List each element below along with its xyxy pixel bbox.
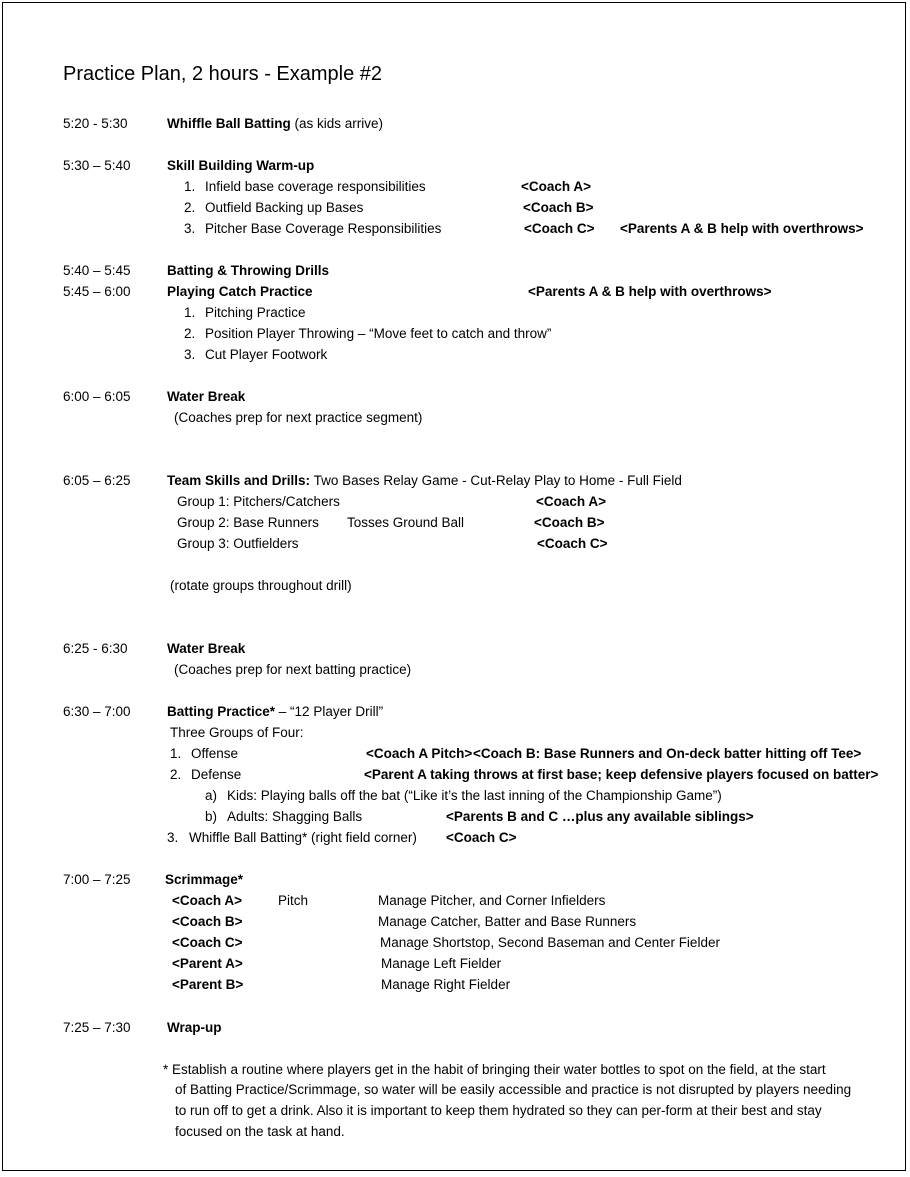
section-description: – “12 Player Drill” xyxy=(275,704,384,719)
time-label: 6:05 – 6:25 xyxy=(63,473,131,488)
sub-list-item: Kids: Playing balls off the bat (“Like it’s the last inning of the Championship Game”) xyxy=(227,788,722,803)
staff-task: Manage Left Fielder xyxy=(381,956,502,971)
list-item: Pitching Practice xyxy=(205,305,306,320)
coach-assignment: <Coach A> xyxy=(536,494,607,509)
time-label: 5:45 – 6:00 xyxy=(63,284,131,299)
section-note: (rotate groups throughout drill) xyxy=(170,578,352,593)
list-number: 2. xyxy=(184,326,196,341)
coach-assignment: <Coach C> xyxy=(537,536,608,551)
footnote-line: * Establish a routine where players get in the habit of bringing their water bottles to spot on the field, at the start xyxy=(163,1062,826,1077)
list-item: Defense xyxy=(191,767,242,782)
section-heading: Scrimmage* xyxy=(165,872,244,887)
coach-assignment: <Coach C> xyxy=(446,830,517,845)
time-label: 7:00 – 7:25 xyxy=(63,872,131,887)
section-heading-line xyxy=(167,473,682,489)
list-number: 3. xyxy=(167,830,179,845)
time-label: 6:30 – 7:00 xyxy=(63,704,131,719)
sub-list-letter: a) xyxy=(205,788,218,803)
staff-task: Manage Pitcher, and Corner Infielders xyxy=(378,893,606,908)
staff-task: Manage Right Fielder xyxy=(381,977,511,992)
footnote-line: to run off to get a drink. Also it is important to keep them hydrated so they can per-form at their best and stay xyxy=(175,1103,822,1118)
section-note: (Coaches prep for next batting practice) xyxy=(174,662,412,677)
parent-assignment: <Parents A & B help with overthrows> xyxy=(528,284,772,299)
sub-list-letter: b) xyxy=(205,809,218,824)
section-heading-line xyxy=(167,704,383,720)
list-item: Pitcher Base Coverage Responsibilities xyxy=(205,221,442,236)
coach-assignment: <Coach C> xyxy=(524,221,595,236)
list-item: Outfield Backing up Bases xyxy=(205,200,364,215)
list-number: 1. xyxy=(170,746,182,761)
section-description: Two Bases Relay Game - Cut-Relay Play to Home - Full Field xyxy=(310,473,682,488)
page-title: Practice Plan, 2 hours - Example #2 xyxy=(63,63,383,85)
coach-assignment: <Coach A Pitch> xyxy=(366,746,473,761)
document-page xyxy=(2,2,906,1171)
group-label: Group 3: Outfielders xyxy=(177,536,299,551)
time-label: 5:20 - 5:30 xyxy=(63,116,128,131)
parent-assignment: <Parents A & B help with overthrows> xyxy=(620,221,864,236)
list-number: 2. xyxy=(170,767,182,782)
parent-assignment: <Parents B and C …plus any available siblings> xyxy=(446,809,754,824)
list-number: 1. xyxy=(184,305,196,320)
list-item: Offense xyxy=(191,746,239,761)
section-heading: Whiffle Ball Batting xyxy=(167,116,291,131)
time-label: 5:40 – 5:45 xyxy=(63,263,131,278)
section-note: (Coaches prep for next practice segment) xyxy=(174,410,423,425)
list-number: 3. xyxy=(184,347,196,362)
group-label: Group 1: Pitchers/Catchers xyxy=(177,494,340,509)
time-label: 7:25 – 7:30 xyxy=(63,1020,131,1035)
group-task: Tosses Ground Ball xyxy=(347,515,465,530)
staff-task: Manage Catcher, Batter and Base Runners xyxy=(378,914,637,929)
group-label: Group 2: Base Runners xyxy=(177,515,319,530)
list-number: 1. xyxy=(184,179,196,194)
staff-name: <Coach C> xyxy=(172,935,243,950)
staff-name: <Coach B> xyxy=(172,914,243,929)
section-heading: Water Break xyxy=(167,389,246,404)
sub-list-item: Adults: Shagging Balls xyxy=(227,809,363,824)
groups-label: Three Groups of Four: xyxy=(170,725,304,740)
section-heading: Skill Building Warm-up xyxy=(167,158,315,173)
staff-name: <Parent B> xyxy=(172,977,244,992)
parent-assignment: <Parent A taking throws at first base; keep defensive players focused on batter> xyxy=(364,767,879,782)
footnote-line: focused on the task at hand. xyxy=(175,1124,345,1139)
section-heading: Wrap-up xyxy=(167,1020,222,1035)
coach-assignment: <Coach B> xyxy=(523,200,594,215)
list-number: 2. xyxy=(184,200,196,215)
section-heading: Water Break xyxy=(167,641,246,656)
coach-assignment: <Coach B: Base Runners and On-deck batter hitting off Tee> xyxy=(473,746,862,761)
list-item: Whiffle Ball Batting* (right field corner) xyxy=(189,830,417,845)
staff-role: Pitch xyxy=(278,893,309,908)
staff-name: <Coach A> xyxy=(172,893,243,908)
coach-assignment: <Coach A> xyxy=(521,179,592,194)
section-heading: Batting & Throwing Drills xyxy=(167,263,329,278)
section-note: (as kids arrive) xyxy=(290,116,384,131)
list-item: Infield base coverage responsibilities xyxy=(205,179,426,194)
footnote-line: of Batting Practice/Scrimmage, so water will be easily accessible and practice is not disrupted by players needing xyxy=(175,1082,852,1097)
time-label: 6:25 - 6:30 xyxy=(63,641,128,656)
list-item: Cut Player Footwork xyxy=(205,347,328,362)
list-item: Position Player Throwing – “Move feet to catch and throw” xyxy=(205,326,552,341)
time-label: 5:30 – 5:40 xyxy=(63,158,131,173)
section-heading: Playing Catch Practice xyxy=(167,284,313,299)
section-heading-line xyxy=(167,116,383,132)
staff-name: <Parent A> xyxy=(172,956,243,971)
section-heading: Batting Practice* xyxy=(167,704,276,719)
time-label: 6:00 – 6:05 xyxy=(63,389,131,404)
section-heading: Team Skills and Drills: xyxy=(167,473,311,488)
staff-task: Manage Shortstop, Second Baseman and Center Fielder xyxy=(380,935,720,950)
list-number: 3. xyxy=(184,221,196,236)
coach-assignment: <Coach B> xyxy=(534,515,605,530)
